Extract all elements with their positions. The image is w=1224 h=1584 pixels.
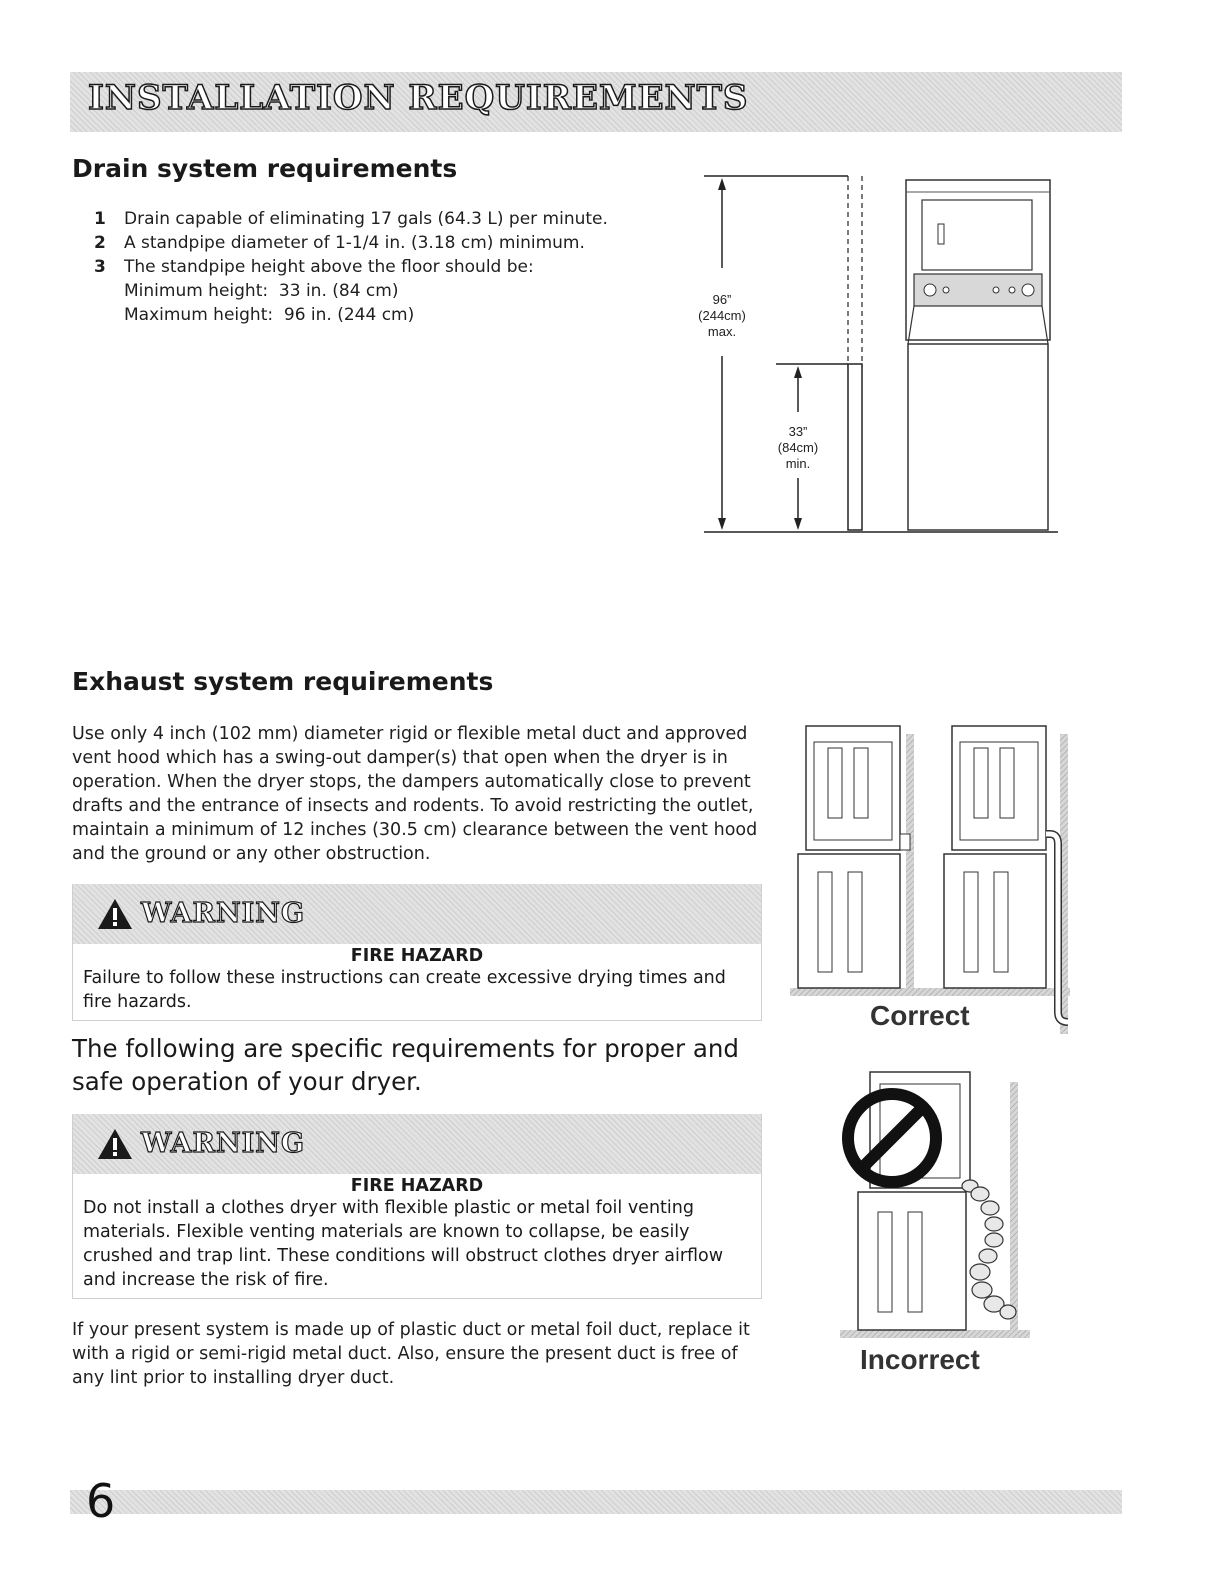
warning-title: WARNING [141,1128,306,1159]
drain-heading: Drain system requirements [72,154,458,183]
list-text: Drain capable of eliminating 17 gals (64.3 L) per minute. [124,209,608,229]
warning-title: WARNING [141,898,306,929]
drain-requirements-list [94,207,674,327]
list-number: 3 [94,257,106,277]
min-height-text: Minimum height: 33 in. (84 cm) [124,281,399,301]
max-label-word: max. [707,324,737,339]
warning-triangle-icon [97,898,133,930]
hazard-label: FIRE HAZARD [350,946,484,966]
stacked-unit-left [798,726,910,988]
specific-requirements-text: The following are specific requirements for proper and safe operation of your dryer. [72,1034,739,1096]
exhaust-intro: Use only 4 inch (102 mm) diameter rigid or flexible metal duct and approved vent hood which has a swing-out damper(s) that open when the dryer is in operation. When the dryer stops, the dampers automatically close to prevent drafts and the entrance of insects and rodents. To avoid restricting the outlet, maintain a minimum of 12 inches (30.5 cm) clearance between the vent hood and the ground or any other obstruction. [72,724,758,864]
list-item [94,207,674,231]
warning-text: Failure to follow these instructions can create excessive drying times and fire hazards. [83,968,726,1012]
page-title: INSTALLATION REQUIREMENTS [88,78,749,118]
list-item [94,231,674,255]
page-number: 6 [86,1474,116,1528]
incorrect-venting-illustration [830,1068,1050,1348]
correct-caption: Correct [870,1000,970,1031]
stacked-unit-right [944,726,1068,1022]
closing-text: If your present system is made up of plastic duct or metal foil duct, replace it with a rigid or semi-rigid metal duct. Also, ensure the present duct is free of any lint prior to installing dryer duct. [72,1320,750,1388]
correct-venting-illustration [784,722,1084,1040]
list-item [94,255,674,327]
warning-header [73,1114,761,1174]
flexible-duct [962,1180,1016,1319]
warning-text: Do not install a clothes dryer with flexible plastic or metal foil venting materials. Flexible venting materials are known to collapse, be easily crushed and trap lint. These conditions will obstruct clothes dryer airflow and increase the risk of fire. [83,1198,724,1290]
list-number: 1 [94,209,106,229]
min-label-cm: (84cm) [777,440,819,455]
warning-header [73,884,761,944]
warning-box [72,884,762,1021]
standpipe-diagram [690,168,1070,543]
footer-bar [70,1490,1122,1514]
warning-box [72,1114,762,1299]
list-text: A standpipe diameter of 1-1/4 in. (3.18 cm) minimum. [124,233,585,253]
list-number: 2 [94,233,106,253]
max-label-inches: 96” [712,292,732,307]
min-label-word: min. [785,456,811,471]
warning-triangle-icon [97,1128,133,1160]
incorrect-caption: Incorrect [860,1344,980,1375]
exhaust-heading: Exhaust system requirements [72,667,494,696]
max-label-cm: (244cm) [698,308,746,323]
section-banner [70,72,1122,132]
min-label-inches: 33” [788,424,808,439]
hazard-label: FIRE HAZARD [350,1176,484,1196]
list-text: The standpipe height above the floor should be: [124,257,534,277]
max-height-text: Maximum height: 96 in. (244 cm) [124,305,415,325]
stacked-laundry-unit [906,180,1050,530]
